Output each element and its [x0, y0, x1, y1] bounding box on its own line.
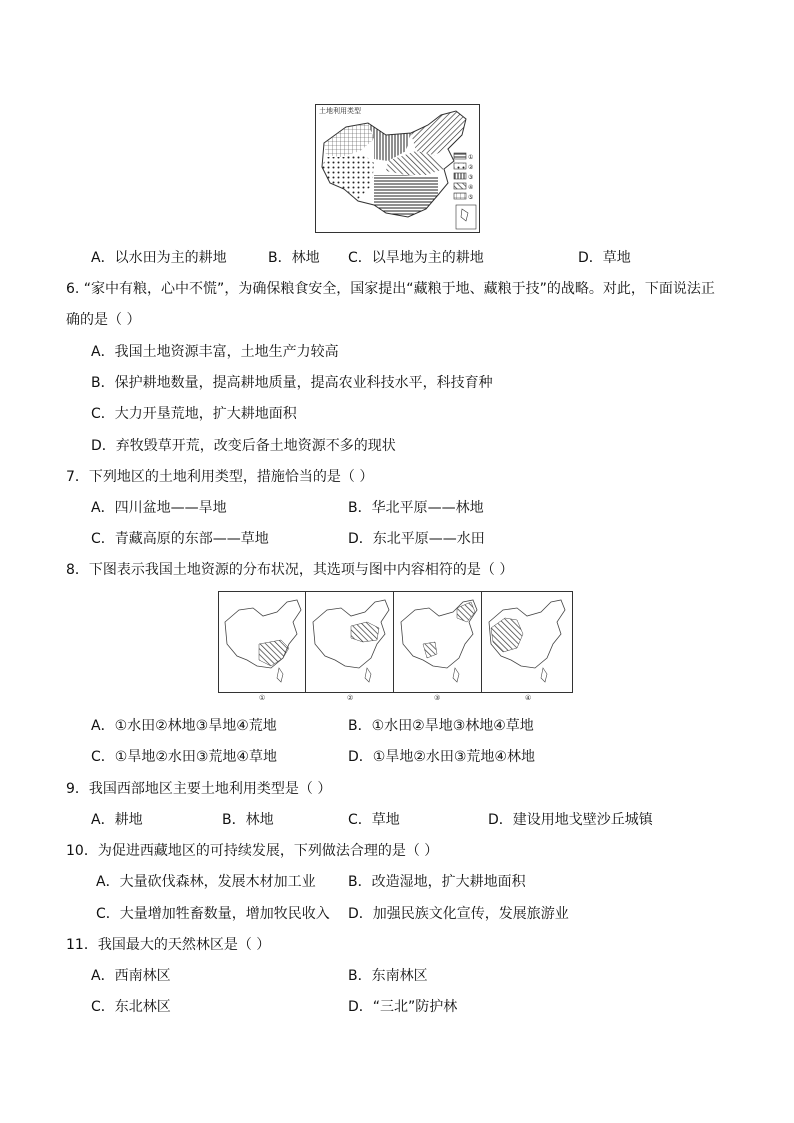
- map-caption: 土地利用类型: [319, 107, 361, 115]
- q11-stem: 11．我国最大的天然林区是（ ）: [66, 937, 271, 953]
- q11-option-a[interactable]: A．西南林区: [91, 968, 171, 984]
- q9-option-a[interactable]: A．耕地: [91, 812, 143, 828]
- q10-option-a[interactable]: A．大量砍伐森林，发展木材加工业: [96, 874, 316, 890]
- q8-option-a[interactable]: A．①水田②林地③旱地④荒地: [91, 718, 277, 734]
- q7-option-a[interactable]: A．四川盆地——旱地: [91, 500, 227, 516]
- q6-option-c[interactable]: C．大力开垦荒地，扩大耕地面积: [91, 406, 297, 422]
- q8-option-d[interactable]: D．①旱地②水田③荒地④林地: [348, 749, 535, 765]
- q11-option-b[interactable]: B．东南林区: [348, 968, 428, 984]
- q5-option-a[interactable]: A．以水田为主的耕地: [91, 250, 227, 266]
- q10-option-b[interactable]: B．改造湿地，扩大耕地面积: [348, 874, 526, 890]
- china-land-use-map: [316, 105, 479, 232]
- map-panel-1: [219, 592, 306, 692]
- q7-stem: 7．下列地区的土地利用类型，措施恰当的是（ ）: [66, 469, 374, 485]
- land-use-map-figure: [315, 104, 480, 233]
- legend-label-1: ①: [468, 154, 474, 161]
- land-resource-maps-figure: [218, 591, 573, 693]
- q6-stem-line1: 6. “家中有粮，心中不慌”，为确保粮食安全，国家提出“藏粮于地、藏粮于技”的战略。对此，下面说法正: [66, 281, 715, 297]
- q5-option-c[interactable]: C．以旱地为主的耕地: [348, 250, 484, 266]
- legend-label-5: ⑤: [468, 194, 474, 201]
- q5-option-b[interactable]: B．林地: [268, 250, 320, 266]
- q7-option-c[interactable]: C．青藏高原的东部——草地: [91, 531, 269, 547]
- q9-option-b[interactable]: B．林地: [222, 812, 274, 828]
- q8-option-c[interactable]: C．①旱地②水田③荒地④草地: [91, 749, 277, 765]
- legend-label-3: ③: [468, 174, 474, 181]
- q6-option-b[interactable]: B．保护耕地数量，提高耕地质量，提高农业科技水平，科技育种: [91, 375, 493, 391]
- q5-option-d[interactable]: D．草地: [578, 250, 631, 266]
- map-panel-2: [307, 592, 394, 692]
- q9-option-c[interactable]: C．草地: [348, 812, 400, 828]
- south-china-sea-inset: [456, 205, 476, 229]
- map-panel-4: [483, 592, 570, 692]
- q10-stem: 10．为促进西藏地区的可持续发展，下列做法合理的是（ ）: [66, 843, 439, 859]
- map-label-3: ③: [434, 694, 441, 702]
- map-label-1: ①: [259, 694, 266, 702]
- q6-option-a[interactable]: A．我国土地资源丰富，土地生产力较高: [91, 344, 339, 360]
- q8-option-b[interactable]: B．①水田②旱地③林地④草地: [348, 718, 534, 734]
- q10-option-c[interactable]: C．大量增加牲畜数量，增加牧民收入: [96, 906, 330, 922]
- q7-option-d[interactable]: D．东北平原——水田: [348, 531, 485, 547]
- q9-option-d[interactable]: D．建设用地戈壁沙丘城镇: [488, 812, 653, 828]
- map-label-4: ④: [525, 694, 532, 702]
- q7-option-b[interactable]: B．华北平原——林地: [348, 500, 484, 516]
- map-legend: [454, 153, 466, 199]
- q9-stem: 9．我国西部地区主要土地利用类型是（ ）: [66, 781, 332, 797]
- q10-option-d[interactable]: D．加强民族文化宣传，发展旅游业: [348, 906, 569, 922]
- q8-stem: 8．下图表示我国土地资源的分布状况，其选项与图中内容相符的是（ ）: [66, 562, 514, 578]
- legend-label-2: ②: [468, 164, 474, 171]
- q6-stem-line2: 确的是（ ）: [66, 312, 141, 328]
- legend-label-4: ④: [468, 184, 474, 191]
- q6-option-d[interactable]: D．弃牧毁草开荒，改变后备土地资源不多的现状: [91, 438, 396, 454]
- map-label-2: ②: [347, 694, 354, 702]
- q11-option-d[interactable]: D．“三北”防护林: [348, 999, 458, 1015]
- map-panel-3: [395, 592, 482, 692]
- q11-option-c[interactable]: C．东北林区: [91, 999, 171, 1015]
